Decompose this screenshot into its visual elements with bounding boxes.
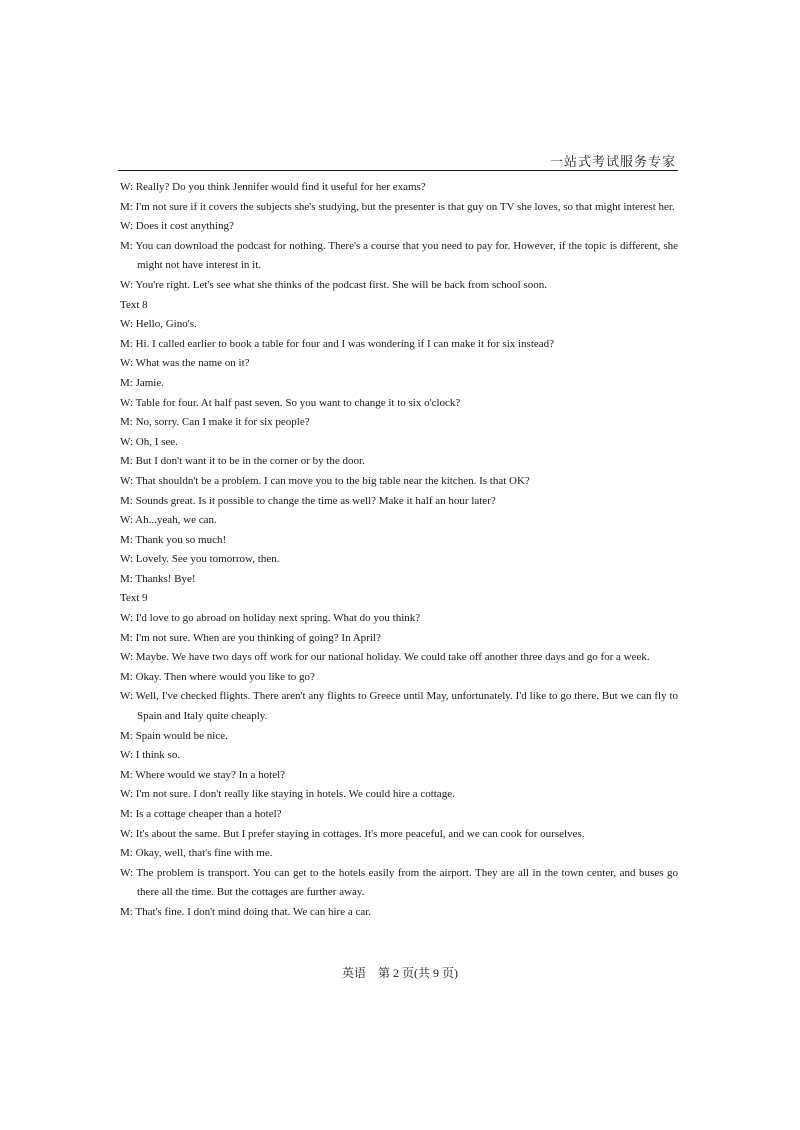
transcript-line: M: I'm not sure if it covers the subjects she's studying, but the presenter is that guy on TV she loves, so that might interest her. xyxy=(120,200,675,213)
transcript-line: M: Hi. I called earlier to book a table for four and I was wondering if I can make it for six instead? xyxy=(120,337,555,350)
transcript-line: M: Jamie. xyxy=(120,376,164,389)
transcript-line: M: Thank you so much! xyxy=(120,533,227,546)
header-divider xyxy=(118,170,678,171)
transcript-line: W: Ah...yeah, we can. xyxy=(120,514,217,527)
transcript-line: W: That shouldn't be a problem. I can move you to the big table near the kitchen. Is that OK? xyxy=(120,474,530,487)
transcript-line: W: What was the name on it? xyxy=(120,357,250,370)
transcript-line: M: Okay. Then where would you like to go? xyxy=(120,670,315,683)
section-heading: Text 9 xyxy=(120,592,148,605)
transcript-line: M: But I don't want it to be in the corner or by the door. xyxy=(120,455,365,468)
transcript-line: W: I'm not sure. I don't really like staying in hotels. We could hire a cottage. xyxy=(120,788,455,801)
transcript-line: M: You can download the podcast for nothing. There's a course that you need to pay for. However, if the topic is different, she might not have interest in it. xyxy=(120,239,678,272)
section-heading: Text 8 xyxy=(120,298,148,311)
transcript-line: M: Sounds great. Is it possible to change the time as well? Make it half an hour later? xyxy=(120,494,496,507)
transcript-line: M: Is a cottage cheaper than a hotel? xyxy=(120,808,282,820)
transcript-line: W: It's about the same. But I prefer staying in cottages. It's more peaceful, and we can cook for ourselves. xyxy=(120,827,585,840)
transcript-line: M: Okay, well, that's fine with me. xyxy=(120,847,273,860)
transcript-line: M: Thanks! Bye! xyxy=(120,572,196,585)
transcript-line: W: Does it cost anything? xyxy=(120,220,234,233)
page-footer: 英语 第 2 页(共 9 页) xyxy=(342,966,458,980)
transcript-line: W: Well, I've checked flights. There aren't any flights to Greece until May, unfortunately. I'd like to go there. But we can fly to Spain and Italy quite cheaply. xyxy=(120,690,678,723)
transcript-line: M: Spain would be nice. xyxy=(120,729,228,742)
transcript-line: M: I'm not sure. When are you thinking of going? In April? xyxy=(120,631,381,644)
transcript-line: W: Table for four. At half past seven. So you want to change it to six o'clock? xyxy=(120,396,461,409)
transcript-line: M: Where would we stay? In a hotel? xyxy=(120,768,286,781)
transcript-line: W: Maybe. We have two days off work for our national holiday. We could take off another three days and go for a week. xyxy=(120,651,650,664)
transcript-line: W: Really? Do you think Jennifer would find it useful for her exams? xyxy=(120,181,426,193)
transcript-line: W: You're right. Let's see what she thinks of the podcast first. She will be back from school soon. xyxy=(120,278,547,291)
transcript-line: W: Lovely. See you tomorrow, then. xyxy=(120,553,280,566)
transcript-line: M: That's fine. I don't mind doing that. We can hire a car. xyxy=(120,905,372,918)
transcript-line: W: Oh, I see. xyxy=(120,435,178,448)
transcript-line: W: I think so. xyxy=(120,749,181,762)
transcript-body xyxy=(120,178,678,923)
header-title: 一站式考试服务专家 xyxy=(549,154,676,169)
transcript-line: M: No, sorry. Can I make it for six people? xyxy=(120,416,310,429)
transcript-line: W: The problem is transport. You can get to the hotels easily from the airport. They are all in the town center, and buses go there all the time. But the cottages are further away. xyxy=(120,866,678,899)
transcript-line: W: Hello, Gino's. xyxy=(120,318,197,331)
transcript-line: W: I'd love to go abroad on holiday next spring. What do you think? xyxy=(120,612,421,625)
